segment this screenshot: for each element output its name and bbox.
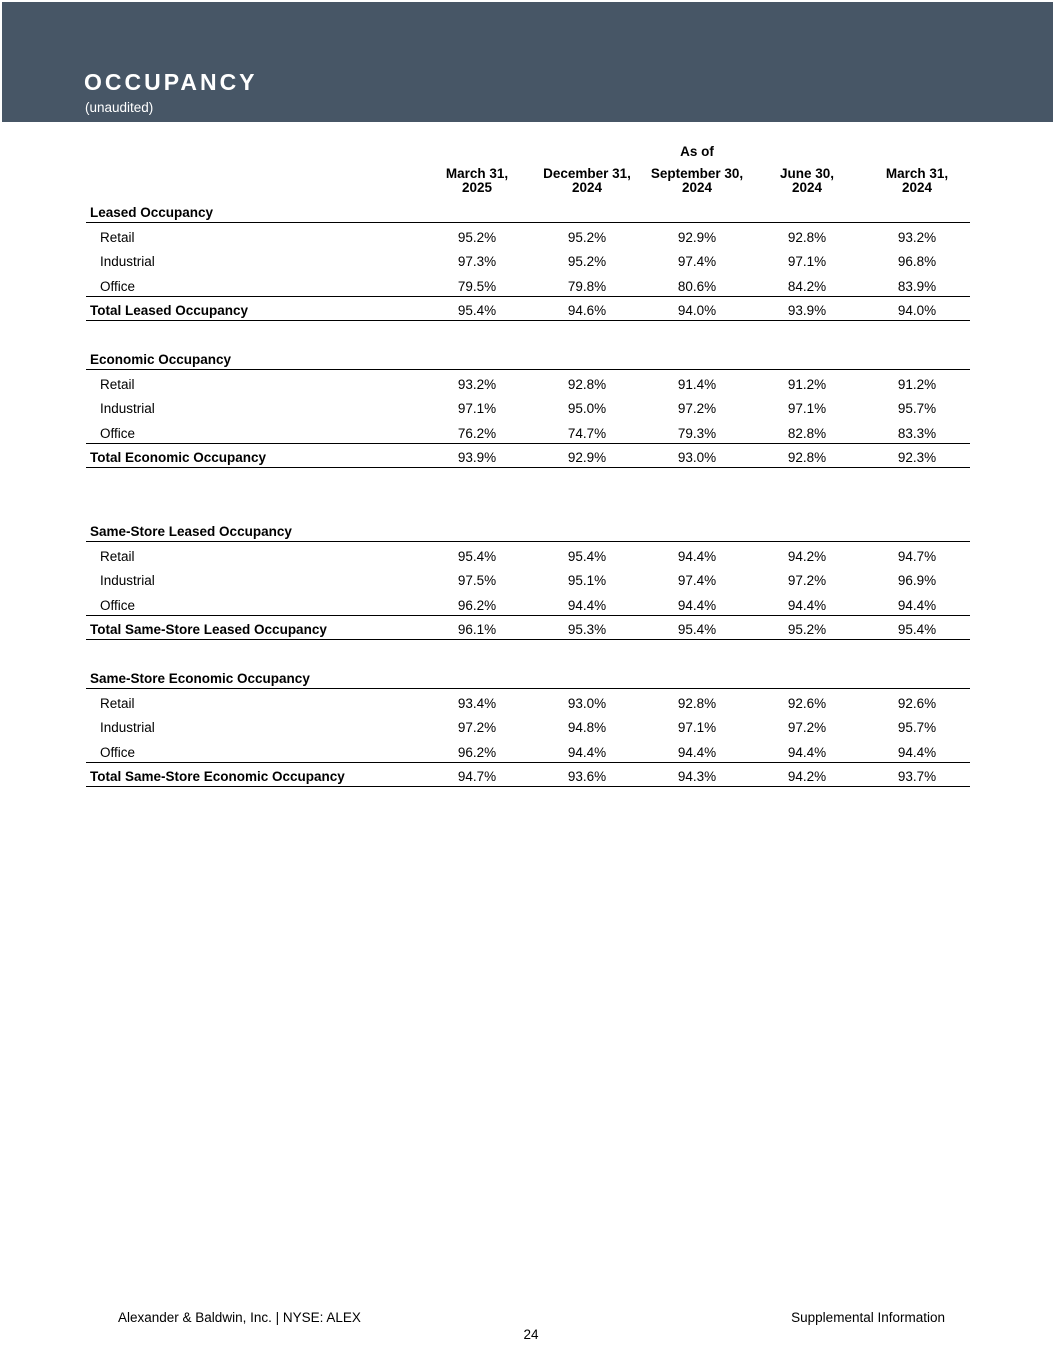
section-title: Same-Store Economic Occupancy <box>90 671 310 686</box>
table-cell: 93.0% <box>567 695 607 711</box>
total-cell: 92.8% <box>787 450 827 465</box>
table-cell: 97.1% <box>677 720 717 735</box>
table-cell: 93.2% <box>897 229 937 245</box>
column-header <box>862 167 972 195</box>
column-header <box>422 167 532 195</box>
table-cell: 95.7% <box>897 720 937 735</box>
total-cell: 95.4% <box>457 303 497 318</box>
total-cell: 96.1% <box>457 622 497 637</box>
total-cell: 94.6% <box>567 303 607 318</box>
table-cell: 95.0% <box>567 401 607 416</box>
row-label: Retail <box>100 229 135 245</box>
section-rule <box>86 369 970 370</box>
column-header-line2: 2024 <box>791 180 823 195</box>
total-row-label: Total Same-Store Leased Occupancy <box>90 622 327 637</box>
table-cell: 97.1% <box>787 401 827 416</box>
table-cell: 91.4% <box>677 376 717 392</box>
table-cell: 84.2% <box>787 278 827 294</box>
total-top-rule <box>86 762 970 763</box>
table-cell: 95.7% <box>897 401 937 416</box>
table-cell: 79.8% <box>567 278 607 294</box>
table-cell: 94.4% <box>677 744 717 760</box>
table-cell: 94.4% <box>677 548 717 564</box>
footer-document-type: Supplemental Information <box>791 1310 945 1325</box>
table-cell: 94.4% <box>787 744 827 760</box>
table-cell: 94.8% <box>567 720 607 735</box>
total-cell: 92.3% <box>897 450 937 465</box>
row-label: Industrial <box>100 720 155 735</box>
total-cell: 93.9% <box>787 303 827 318</box>
row-label: Office <box>100 744 136 760</box>
table-cell: 97.5% <box>457 573 497 588</box>
section-rule <box>86 688 970 689</box>
table-cell: 95.2% <box>567 254 607 269</box>
column-header-line1: March 31, <box>885 166 949 181</box>
table-cell: 94.4% <box>897 744 937 760</box>
table-cell: 97.4% <box>677 254 717 269</box>
total-row-label: Total Economic Occupancy <box>90 450 267 465</box>
column-header-line1: December 31, <box>543 166 631 181</box>
section-title: Same-Store Leased Occupancy <box>90 524 292 539</box>
total-cell: 95.2% <box>787 622 827 637</box>
column-header <box>642 167 752 195</box>
total-top-rule <box>86 296 970 297</box>
column-header-line1: March 31, <box>445 166 509 181</box>
table-cell: 96.9% <box>897 573 937 588</box>
section-title: Economic Occupancy <box>90 352 232 367</box>
as-of-header: As of <box>680 144 714 159</box>
table-cell: 95.2% <box>567 229 607 245</box>
table-cell: 82.8% <box>787 425 827 441</box>
footer-company: Alexander & Baldwin, Inc. | NYSE: ALEX <box>118 1310 361 1325</box>
table-cell: 97.2% <box>677 401 717 416</box>
section-title: Leased Occupancy <box>90 205 214 220</box>
page-subtitle: (unaudited) <box>85 100 154 115</box>
total-top-rule <box>86 443 970 444</box>
header-band <box>2 2 1053 122</box>
total-cell: 93.7% <box>897 769 937 784</box>
row-label: Retail <box>100 548 135 564</box>
table-cell: 92.9% <box>677 229 717 245</box>
table-cell: 94.4% <box>567 597 607 613</box>
table-cell: 92.8% <box>677 695 717 711</box>
table-cell: 95.2% <box>457 229 497 245</box>
row-label: Office <box>100 425 136 441</box>
total-row-label: Total Same-Store Economic Occupancy <box>90 769 345 784</box>
table-cell: 79.3% <box>677 425 717 441</box>
table-cell: 97.1% <box>457 401 497 416</box>
table-cell: 94.4% <box>677 597 717 613</box>
table-cell: 92.6% <box>787 695 827 711</box>
total-cell: 93.6% <box>567 769 607 784</box>
page-title: OCCUPANCY <box>84 69 258 95</box>
total-bottom-rule <box>86 320 970 321</box>
total-cell: 94.2% <box>787 769 827 784</box>
table-cell: 91.2% <box>897 376 937 392</box>
table-cell: 97.3% <box>457 254 497 269</box>
table-cell: 79.5% <box>457 278 497 294</box>
total-cell: 93.0% <box>677 450 717 465</box>
table-cell: 95.4% <box>457 548 497 564</box>
total-cell: 94.0% <box>897 303 937 318</box>
table-cell: 94.2% <box>787 548 827 564</box>
total-row-label: Total Leased Occupancy <box>90 303 249 318</box>
row-label: Retail <box>100 376 135 392</box>
table-cell: 95.1% <box>567 573 607 588</box>
total-cell: 95.4% <box>677 622 717 637</box>
table-cell: 94.4% <box>567 744 607 760</box>
table-cell: 92.8% <box>567 376 607 392</box>
total-cell: 95.3% <box>567 622 607 637</box>
total-cell: 94.7% <box>457 769 497 784</box>
row-label: Retail <box>100 695 135 711</box>
row-label: Office <box>100 278 136 294</box>
table-cell: 97.2% <box>787 720 827 735</box>
column-header-line2: 2024 <box>571 180 603 195</box>
table-cell: 94.7% <box>897 548 937 564</box>
table-cell: 83.9% <box>897 278 937 294</box>
column-header-line1: June 30, <box>779 166 835 181</box>
table-cell: 97.4% <box>677 573 717 588</box>
table-cell: 92.6% <box>897 695 937 711</box>
table-cell: 94.4% <box>897 597 937 613</box>
table-cell: 97.2% <box>457 720 497 735</box>
table-cell: 97.1% <box>787 254 827 269</box>
table-cell: 76.2% <box>457 425 497 441</box>
table-cell: 93.4% <box>457 695 497 711</box>
column-header-line1: September 30, <box>650 166 744 181</box>
column-header <box>532 167 642 195</box>
table-cell: 92.8% <box>787 229 827 245</box>
total-cell: 93.9% <box>457 450 497 465</box>
table-cell: 96.2% <box>457 597 497 613</box>
table-cell: 96.2% <box>457 744 497 760</box>
row-label: Industrial <box>100 254 155 269</box>
column-header-line2: 2024 <box>901 180 933 195</box>
row-label: Office <box>100 597 136 613</box>
column-header-line2: 2024 <box>681 180 713 195</box>
table-cell: 80.6% <box>677 278 717 294</box>
total-bottom-rule <box>86 467 970 468</box>
row-label: Industrial <box>100 573 155 588</box>
column-header <box>752 167 862 195</box>
total-cell: 92.9% <box>567 450 607 465</box>
table-cell: 96.8% <box>897 254 937 269</box>
page-number: 24 <box>523 1327 539 1342</box>
table-cell: 94.4% <box>787 597 827 613</box>
table-cell: 97.2% <box>787 573 827 588</box>
row-label: Industrial <box>100 401 155 416</box>
total-top-rule <box>86 615 970 616</box>
table-cell: 83.3% <box>897 425 937 441</box>
total-bottom-rule <box>86 786 970 787</box>
table-cell: 74.7% <box>567 425 607 441</box>
table-cell: 91.2% <box>787 376 827 392</box>
section-rule <box>86 541 970 542</box>
section-rule <box>86 222 970 223</box>
table-cell: 95.4% <box>567 548 607 564</box>
total-bottom-rule <box>86 639 970 640</box>
total-cell: 95.4% <box>897 622 937 637</box>
column-header-line2: 2025 <box>461 180 493 195</box>
table-cell: 93.2% <box>457 376 497 392</box>
total-cell: 94.3% <box>677 769 717 784</box>
total-cell: 94.0% <box>677 303 717 318</box>
